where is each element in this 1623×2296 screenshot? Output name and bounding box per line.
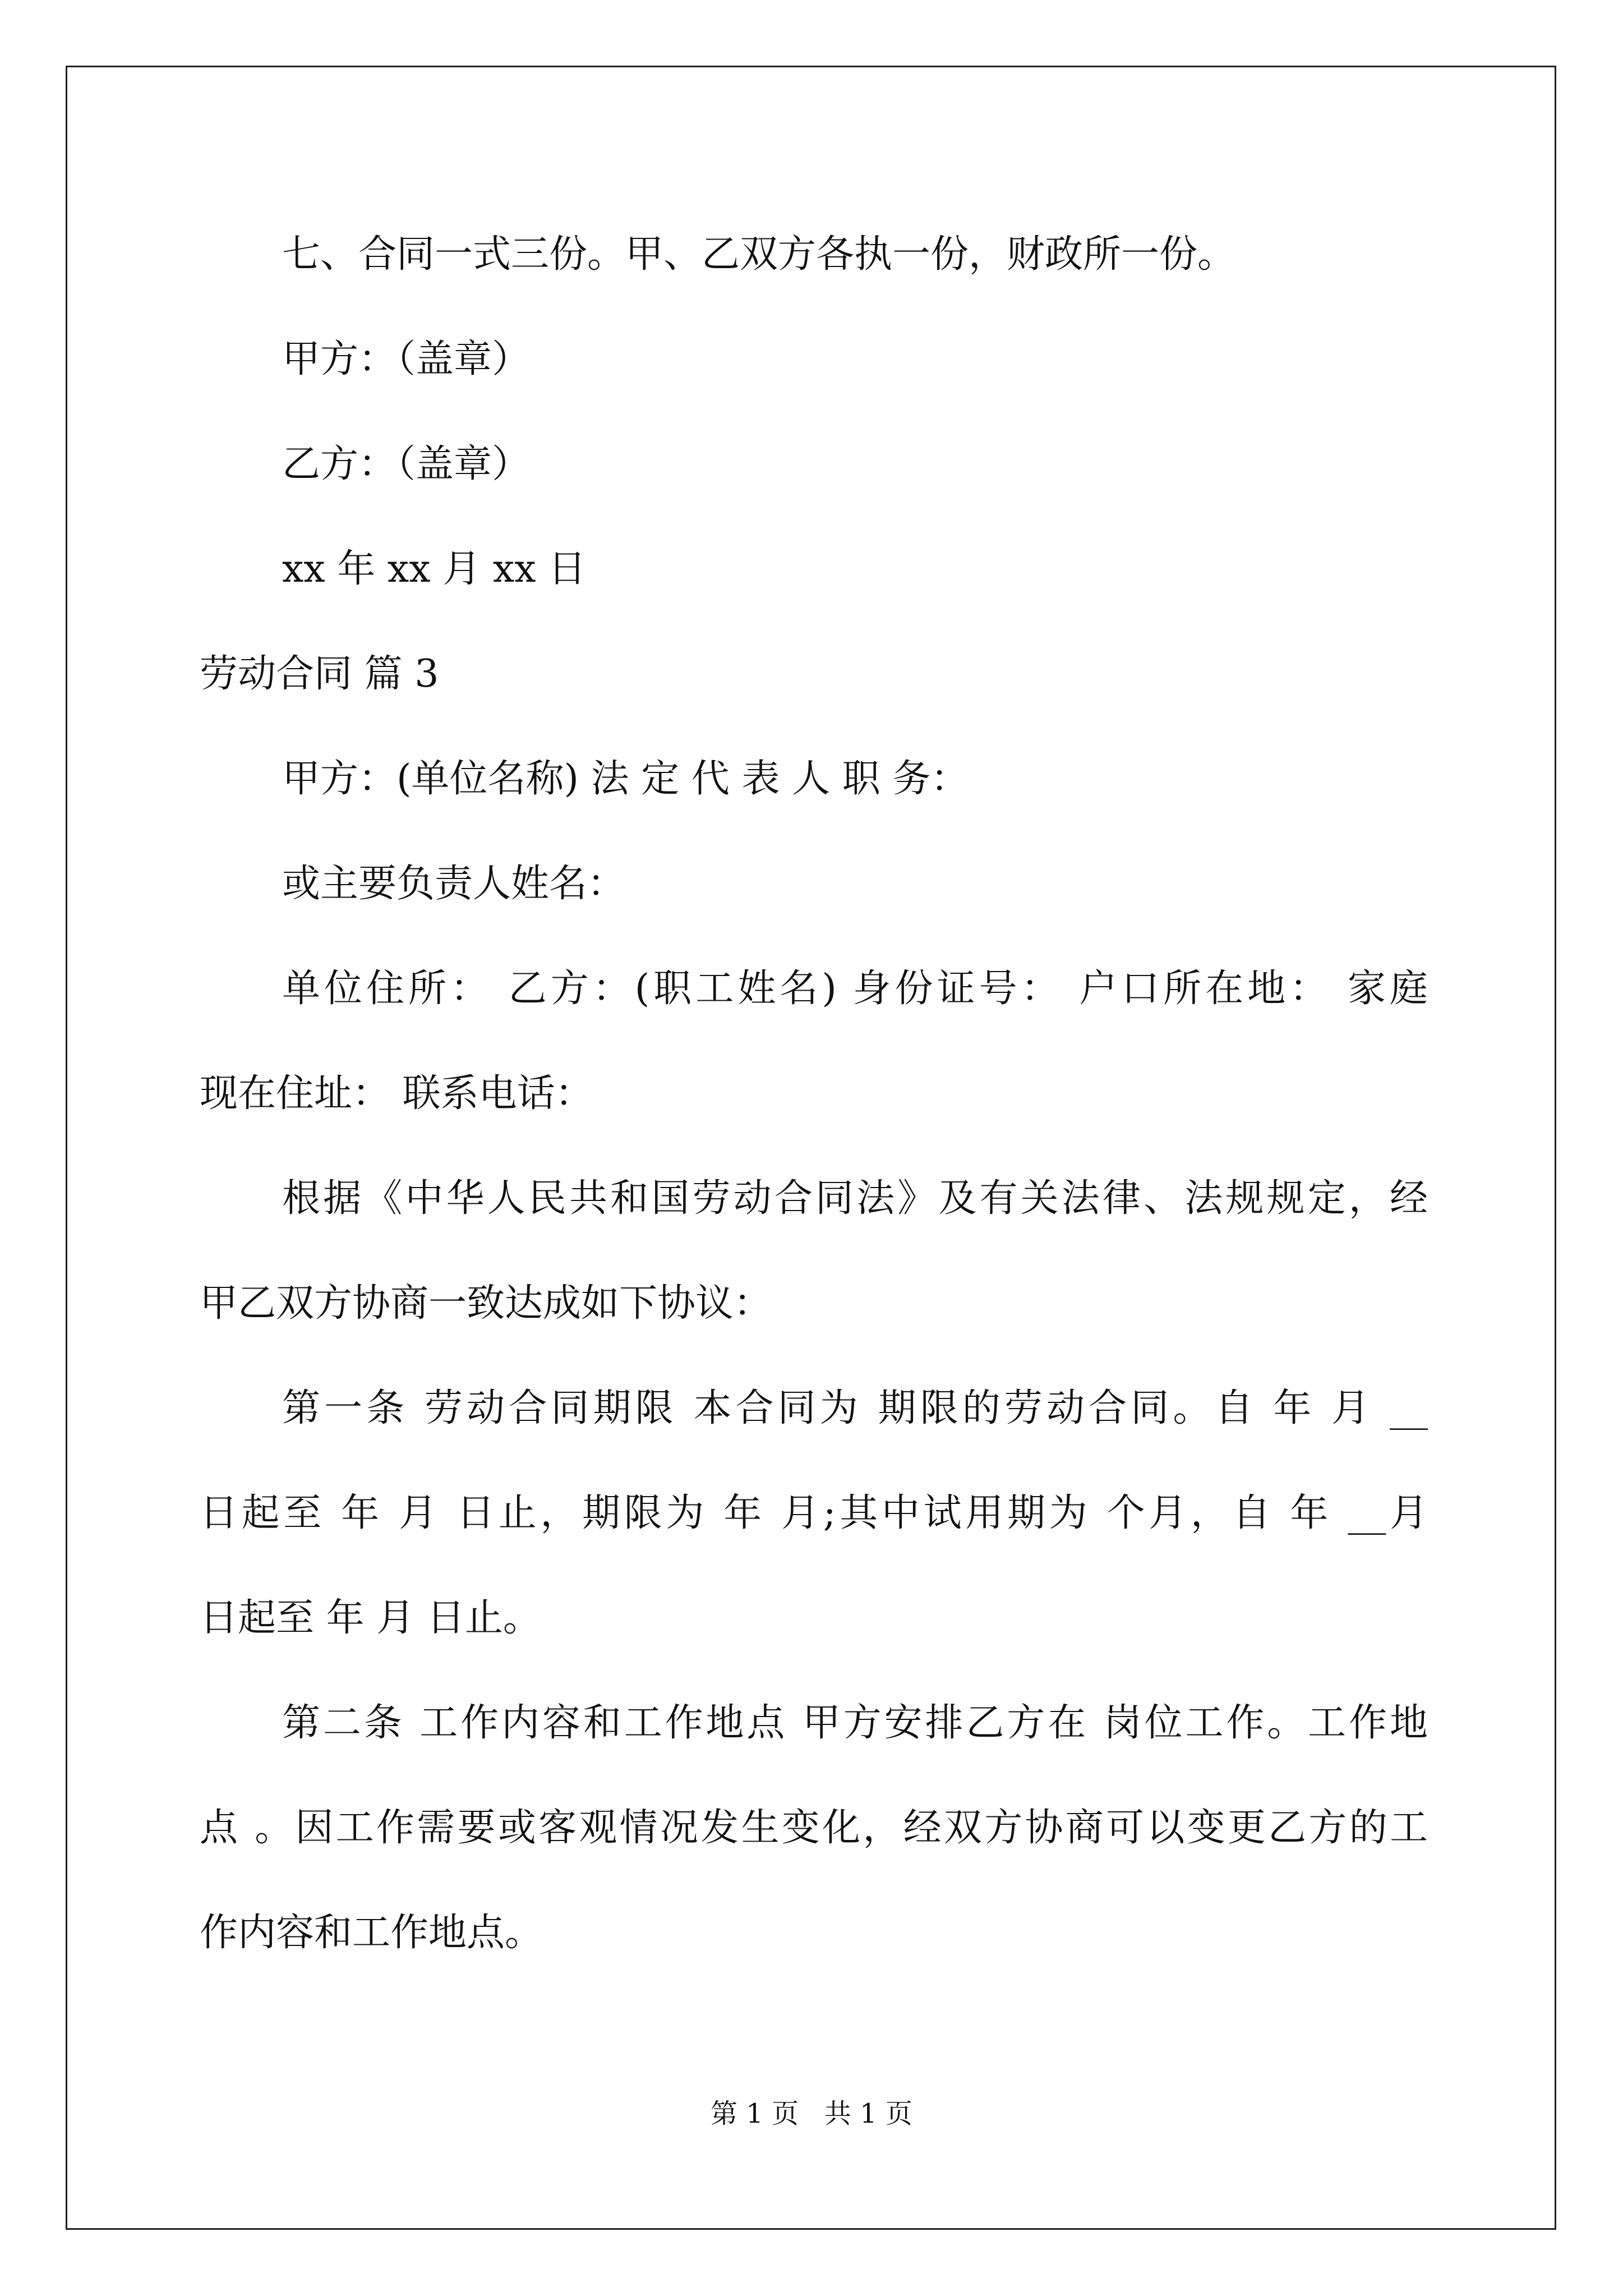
- article-two-line-3: 作内容和工作地点。: [200, 1911, 543, 1955]
- responsible-person-line: 或主要负责人姓名：: [282, 862, 626, 906]
- section-heading: 劳动合同 篇 3: [200, 652, 439, 696]
- contact-line: 现在住址： 联系电话：: [200, 1071, 593, 1116]
- preamble-line-2: 甲乙双方协商一致达成如下协议：: [200, 1281, 772, 1326]
- signing-date: xx 年 xx 月 xx 日: [282, 547, 587, 591]
- article-two-line-2: 点 。因工作需要或客观情况发生变化，经双方协商可以变更乙方的工: [200, 1806, 1428, 1850]
- preamble-line-1: 根据《中华人民共和国劳动合同法》及有关法律、法规规定，经: [282, 1176, 1428, 1221]
- article-one-line-3: 日起至 年 月 日止。: [200, 1596, 541, 1640]
- article-one-line-1: 第一条 劳动合同期限 本合同为 期限的劳动合同。自 年 月 __: [282, 1386, 1428, 1430]
- party-a-seal: 甲方：（盖章）: [282, 337, 531, 381]
- article-one-line-2: 日起至 年 月 日止，期限为 年 月;其中试用期为 个月，自 年 __月: [200, 1491, 1428, 1535]
- clause-seven: 七、合同一式三份。甲、乙双方各执一份，财政所一份。: [282, 232, 1236, 277]
- party-a-line: 甲方：(单位名称) 法 定 代 表 人 职 务：: [282, 757, 969, 801]
- page-border: [66, 66, 1556, 2230]
- address-line: 单位住所： 乙方：(职工姓名) 身份证号： 户口所在地： 家庭: [282, 967, 1428, 1011]
- party-b-seal: 乙方：（盖章）: [282, 442, 531, 486]
- article-two-line-1: 第二条 工作内容和工作地点 甲方安排乙方在 岗位工作。工作地: [282, 1701, 1428, 1745]
- page-footer: 第 1 页 共 1 页: [711, 2098, 912, 2129]
